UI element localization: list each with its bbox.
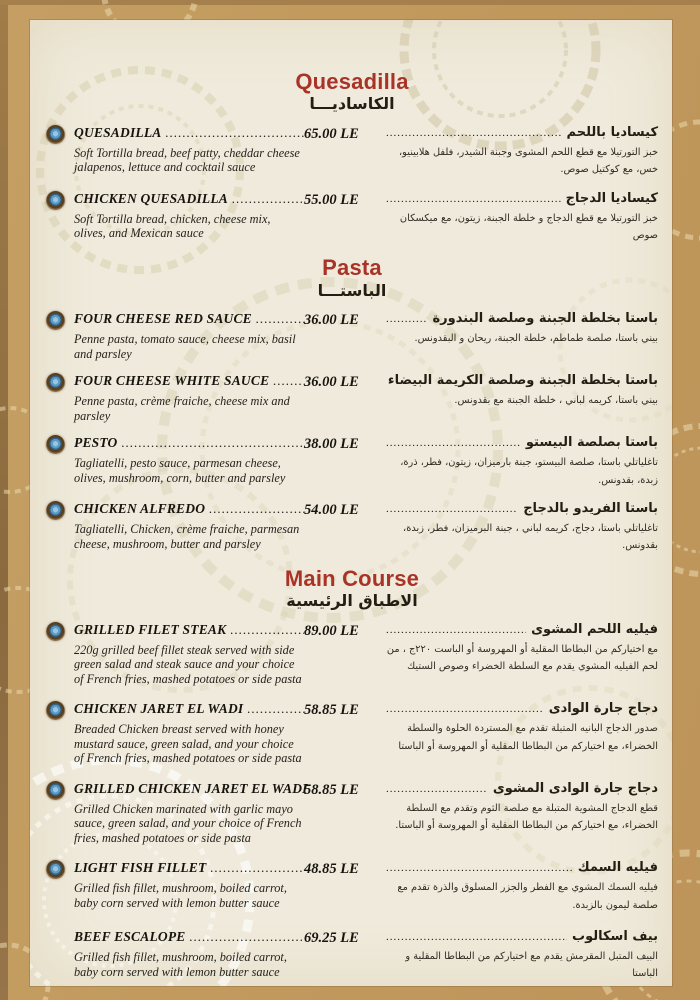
item-arabic-name-line [386,311,658,328]
item-english-column [46,780,308,846]
menu-item-row [46,860,658,914]
dotted-leader-arabic [386,931,567,943]
item-price-column [304,311,386,329]
item-arabic-name-line [386,929,658,946]
item-name-english: CHICKEN ALFREDO [74,501,206,517]
item-price-column [304,622,386,640]
item-name-line [46,311,304,330]
item-name-english: GRILLED FILET STEAK [74,621,227,637]
item-name-english: LIGHT FISH FILLET [74,860,207,876]
dotted-leader-arabic [386,703,544,715]
item-name-line [46,435,304,454]
item-name-arabic: كيساديا باللحم [566,124,658,140]
item-english-column [46,373,304,423]
item-english-column [46,860,304,910]
item-name-line [46,622,304,641]
item-arabic-name-line [386,701,658,718]
item-english-column [46,125,304,175]
menu-item-row [46,191,658,245]
item-price: 58.85 LE [304,702,359,719]
item-description-english: Grilled Chicken marinated with garlic mayo sauce, green salad, and your choice of French fries, mashed potatoes or side pasta [74,801,302,845]
item-arabic-column [386,125,658,179]
item-bullet-icon [46,701,65,720]
menu-item-row [46,373,658,423]
menu-section [46,567,658,983]
item-name-english: QUESADILLA [74,124,162,140]
item-name-line [46,780,308,800]
section-title-english: Quesadilla [295,69,409,94]
menu-item-row [46,781,658,846]
item-description-english: Tagliatelli, Chicken, crème fraiche, parmesan cheese, mushroom, butter and parsley [74,522,300,551]
item-name-arabic: باستا الفريدو بالدجاج [523,501,658,517]
item-description-arabic: بيني باستا، صلصة طماطم، خلطة الجبنة، ريحان و البقدونس. [414,333,658,345]
dotted-leader-arabic [386,193,561,205]
item-arabic-column [386,781,658,835]
item-arabic-column [386,701,658,755]
item-name-english: PESTO [74,435,118,451]
item-name-english: FOUR CHEESE WHITE SAUCE [74,373,270,389]
dotted-leader [166,125,304,141]
dotted-leader-arabic [386,313,428,325]
section-items [46,622,658,983]
section-header [46,567,658,612]
dotted-leader [210,860,304,876]
menu-item-row [46,501,658,555]
dotted-leader [230,622,304,638]
item-arabic-name-line [386,435,658,452]
dotted-leader-arabic [386,127,562,139]
item-name-arabic: بيف اسكالوب [572,929,658,944]
item-bullet-icon [46,860,65,879]
section-title-arabic: الباستـــا [317,280,387,300]
frame-top-band [0,0,700,5]
item-description-english: 220g grilled beef fillet steak served with side green salad and steak sauce and your choice of French fries, mashed potatoes or side pasta [74,642,302,686]
item-price: 58.85 LE [304,781,359,798]
item-description-arabic: مع اختياركم من البطاطا المقلية أو المهروسة أو الباست ٢٢٠ج ، من لحم الفيليه المشوي يقدم مع السلطة الخضراء وصوص الستيك [386,643,658,673]
item-price-column [304,125,386,143]
item-price: 55.00 LE [304,191,359,208]
item-arabic-column [386,622,658,676]
item-price: 36.00 LE [304,374,359,391]
item-price: 89.00 LE [304,622,359,639]
item-name-line [46,929,304,948]
item-price: 65.00 LE [304,125,359,142]
section-header [46,256,658,301]
item-name-arabic: دجاج جارة الوادى المشوى [492,780,658,796]
dotted-leader [247,701,304,717]
item-price: 48.85 LE [304,861,359,878]
item-arabic-column [386,501,658,555]
dotted-leader-arabic [386,503,518,515]
item-arabic-name-line [386,622,658,639]
item-arabic-name-line [386,781,658,798]
item-name-english: FOUR CHEESE RED SAUCE [74,311,252,327]
item-name-english: CHICKEN QUESADILLA [74,190,229,206]
item-description-arabic: قطع الدجاج المشوية المتبلة مع صلصة الثوم وتقدم مع السلطة الخضراء، مع اختياركم من البطاطا المقلية أو المهروسة أو الباستا. [395,802,658,832]
section-title-english: Main Course [284,565,420,591]
item-name-line [46,501,304,520]
item-arabic-column [386,373,658,409]
menu-section [46,70,658,244]
item-description-arabic: تاغلياتلي باستا، صلصة البيستو، جبنة بارميزان، زيتون، فطر، ذرة، زبدة، بقدونس. [400,457,658,486]
item-description-english: Tagliatelli, pesto sauce, parmesan cheese, olives, mushroom, corn, butter and parsley [74,456,286,485]
item-description-english: Penne pasta, crème fraiche, cheese mix and parsley [74,394,290,423]
item-price-column [304,929,386,947]
section-header [46,70,658,115]
item-english-column [46,701,304,766]
item-arabic-column [386,860,658,914]
frame-left-band [0,0,8,1000]
menu-section [46,256,658,554]
item-bullet-icon [46,622,65,641]
dotted-leader [232,191,304,207]
item-english-column [46,311,304,361]
dotted-leader-arabic [386,624,526,636]
section-items [46,311,658,555]
dotted-leader [122,435,304,451]
item-price: 54.00 LE [304,502,359,519]
item-description-arabic: فيليه السمك المشوي مع الفطر والجزر المسلوق والذرة تقدم مع صلصة ليمون بالزبدة. [397,882,658,911]
item-price-column [304,781,386,799]
item-bullet-icon [46,435,65,454]
item-price: 38.00 LE [304,436,359,453]
item-arabic-name-line [386,860,658,877]
item-name-arabic: فيليه السمك [577,860,658,876]
item-name-line [46,701,304,720]
menu-item-row [46,622,658,687]
item-name-english: CHICKEN JARET EL WADI [74,701,244,717]
item-name-line [46,860,304,879]
item-name-line [46,125,304,144]
item-description-english: Grilled fish fillet, mushroom, boiled carrot, baby corn served with lemon butter sauce [74,950,287,979]
menu-page [30,20,672,986]
item-bullet-icon [46,191,65,210]
item-price-column [304,501,386,519]
item-name-arabic: فيليه اللحم المشوى [531,621,658,637]
item-english-column [46,435,304,485]
dotted-leader-arabic [386,783,488,795]
dotted-leader [256,311,304,327]
dotted-leader [273,373,304,389]
item-price: 36.00 LE [304,312,359,329]
item-price-column [304,373,386,391]
item-arabic-column [386,311,658,347]
item-arabic-column [386,435,658,489]
item-description-arabic: خبز التورتيلا مع قطع الدجاج و خلطة الجبنة، زيتون، مع ميكسكان صوص [399,212,658,241]
menu-item-row [46,929,658,983]
item-price-column [304,435,386,453]
item-arabic-column [386,929,658,983]
item-description-arabic: خبز التورتيلا مع قطع اللحم المشوى وجبنة الشيدر، فلفل هلابينيو، خس، مع كوكتيل صوص. [399,146,658,176]
menu-item-row [46,435,658,489]
menu-item-row [46,311,658,361]
item-description-english: Soft Tortilla bread, chicken, cheese mix, olives, and Mexican sauce [74,211,271,241]
item-description-english: Breaded Chicken breast served with honey mustard sauce, green salad, and your choice of French fries, mashed potatoes or side pasta [74,722,302,766]
dotted-leader-arabic [386,862,573,874]
section-items [46,125,658,245]
item-bullet-icon [46,311,65,330]
item-english-column [46,622,304,687]
item-name-english: GRILLED CHICKEN JARET EL WADI [74,780,308,796]
item-arabic-name-line [386,373,658,390]
item-price-column [304,701,386,719]
item-name-line [46,373,304,392]
item-arabic-column [386,191,658,245]
section-title-arabic: الاطباق الرئيسية [286,590,418,610]
dotted-leader [190,929,304,945]
dotted-leader [209,501,304,517]
item-description-english: Grilled fish fillet, mushroom, boiled carrot, baby corn served with lemon butter sauce [74,881,287,910]
item-description-arabic: صدور الدجاج البانيه المتبلة تقدم مع المستردة الحلوة والسلطة الخضراء، مع اختياركم من البطاطا المقلية أو المهروسة أو الباستا [398,723,658,752]
item-arabic-name-line [386,501,658,518]
item-price: 69.25 LE [304,930,359,946]
item-name-arabic: باستا بخلطة الجبنة وصلصة البندورة [432,311,658,327]
item-name-arabic: دجاج جارة الوادى [548,701,658,717]
item-bullet-icon [46,501,65,520]
section-title-english: Pasta [322,255,382,281]
item-arabic-name-line [386,191,658,208]
dotted-leader-arabic [386,437,521,449]
item-name-line [46,191,304,210]
item-name-english: BEEF ESCALOPE [74,929,186,944]
item-name-arabic: كيساديا الدجاج [565,190,658,206]
menu-content [30,20,672,983]
item-description-english: Soft Tortilla bread, beef patty, cheddar cheese jalapenos, lettuce and cocktail sauce [74,145,300,175]
item-english-column [46,501,304,551]
item-english-column [46,929,304,979]
section-title-arabic: الكاساديـــا [309,94,395,114]
item-price-column [304,191,386,209]
item-name-arabic: باستا بصلصة البيستو [525,435,658,451]
menu-item-row [46,125,658,179]
item-description-english: Penne pasta, tomato sauce, cheese mix, basil and parsley [74,332,296,361]
menu-item-row [46,701,658,766]
item-name-arabic: باستا بخلطة الجبنة وصلصة الكريمة البيضاء [387,373,658,389]
item-english-column [46,191,304,241]
item-bullet-icon [46,373,65,392]
item-bullet-icon [46,125,65,144]
item-description-arabic: تاغلياتلي باستا، دجاج، كريمه لباني ، جبنة البرميزان، فطر، زبدة، بقدونس. [403,522,658,552]
item-arabic-name-line [386,125,658,142]
item-description-arabic: بيني باستا، كريمه لباني ، خلطة الجبنة مع بقدونس. [454,395,658,407]
item-description-arabic: البيف المتبل المقرمش يقدم مع اختياركم من البطاطا المقلية و الباستا [405,950,658,980]
item-bullet-icon [46,781,65,800]
item-price-column [304,860,386,878]
